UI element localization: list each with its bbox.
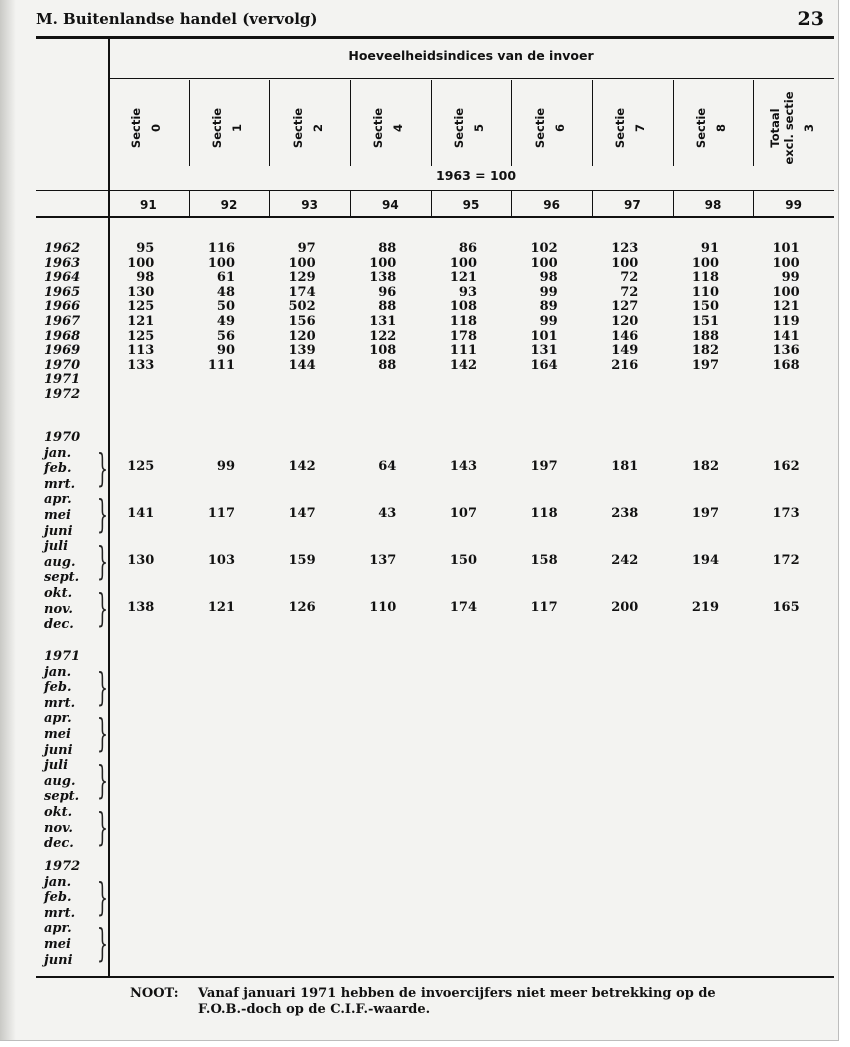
column-divider-lower [592, 191, 593, 216]
month-label: mei [44, 727, 71, 742]
table-cell: 142 [449, 357, 477, 373]
column-header-line: Sectie [371, 107, 386, 149]
month-label: nov. [44, 820, 73, 836]
table-cell: 182 [691, 343, 719, 359]
block-year-1972: 1972 [44, 859, 81, 874]
table-cell: 95 [136, 241, 155, 256]
title-rule [108, 78, 834, 79]
quarter-brace: } [97, 711, 108, 756]
table-cell: 98 [539, 270, 558, 286]
quarter-brace: } [97, 492, 108, 537]
month-label: juni [44, 952, 73, 968]
table-cell: 174 [288, 284, 316, 300]
table-cell: 219 [691, 599, 719, 615]
table-cell: 502 [288, 299, 316, 315]
footnote [130, 986, 716, 1018]
column-header-6 [613, 108, 647, 148]
table-cell: 168 [772, 357, 800, 373]
column-divider [189, 80, 190, 166]
quarter-brace: } [97, 921, 108, 966]
month-label: juli [44, 758, 69, 774]
quarter-brace: } [97, 758, 108, 803]
table-cell: 48 [216, 284, 235, 300]
table-cell: 99 [781, 270, 800, 286]
table-cell: 159 [288, 552, 316, 568]
table-cell: 72 [620, 270, 639, 286]
month-label: juli [44, 539, 69, 555]
table-cell: 151 [691, 314, 719, 329]
block-year-1970: 1970 [44, 430, 81, 445]
table-cell: 138 [127, 599, 155, 615]
row-label-1972: 1972 [44, 387, 81, 402]
table-cell: 102 [530, 241, 558, 256]
table-cell: 123 [611, 241, 639, 256]
table-cell: 131 [530, 343, 558, 359]
table-cell: 172 [772, 552, 800, 568]
table-title: Hoeveelheidsindices van de invoer [348, 48, 594, 63]
column-code-97: 97 [623, 198, 641, 212]
table-cell: 120 [611, 314, 639, 329]
month-label: mrt. [44, 695, 76, 711]
table-cell: 242 [611, 552, 639, 568]
row-label-1968: 1968 [44, 328, 81, 344]
quarter-brace: } [97, 586, 108, 630]
table-cell: 126 [288, 599, 316, 615]
table-cell: 125 [127, 328, 155, 344]
month-label: aug. [44, 554, 76, 570]
footnote-line-1: Vanaf januari 1971 hebben de invoercijfers niet meer betrekking op de [198, 986, 716, 1001]
table-cell: 100 [449, 255, 477, 271]
row-label-1967: 1967 [44, 314, 81, 329]
table-cell: 100 [207, 255, 235, 271]
table-cell: 118 [449, 314, 477, 329]
table-cell: 121 [449, 270, 477, 286]
table-cell: 200 [611, 599, 639, 615]
quarter-brace: } [97, 874, 108, 919]
table-cell: 100 [691, 255, 719, 271]
column-header-number: 4 [391, 123, 406, 133]
column-divider [592, 80, 593, 166]
column-header-number: 0 [149, 123, 164, 133]
table-cell: 100 [369, 255, 397, 271]
quarter-brace: } [97, 664, 108, 709]
table-cell: 50 [216, 299, 235, 315]
table-cell: 116 [207, 241, 235, 256]
month-label: mei [44, 508, 71, 523]
column-header-5 [533, 108, 567, 148]
table-cell: 110 [369, 599, 397, 615]
column-divider-lower [511, 191, 512, 216]
table-cell: 72 [620, 284, 639, 300]
table-cell: 173 [772, 506, 800, 521]
table-cell: 91 [700, 241, 719, 256]
month-label: dec. [44, 836, 74, 852]
column-divider [753, 80, 754, 166]
month-label: apr. [44, 711, 72, 727]
table-cell: 103 [207, 552, 235, 568]
column-divider-lower [753, 191, 754, 216]
table-cell: 96 [378, 284, 397, 300]
table-cell: 88 [378, 299, 397, 315]
table-cell: 93 [458, 284, 477, 300]
column-header-line: Sectie [452, 107, 466, 149]
column-header-3 [371, 108, 405, 148]
column-code-93: 93 [301, 198, 319, 212]
table-cell: 121 [127, 314, 155, 329]
table-cell: 120 [288, 328, 316, 344]
table-cell: 99 [216, 459, 235, 475]
month-label: nov. [44, 601, 73, 617]
table-cell: 118 [691, 270, 719, 286]
colnum-rule-bottom [36, 216, 834, 218]
table-cell: 61 [216, 270, 235, 286]
table-cell: 125 [127, 459, 155, 475]
block-year-1971: 1971 [44, 649, 81, 664]
footnote-line-2: F.O.B.-doch op de C.I.F.-waarde. [198, 1002, 431, 1017]
column-header-7 [694, 108, 728, 148]
month-label: mrt. [44, 905, 76, 921]
month-label: sept. [44, 789, 80, 805]
table-cell: 111 [207, 357, 235, 373]
column-header-number: 1 [230, 123, 244, 133]
table-cell: 138 [369, 270, 397, 286]
table-cell: 117 [530, 599, 558, 615]
column-code-91: 91 [139, 198, 157, 212]
column-code-98: 98 [704, 198, 722, 212]
column-header-8 [768, 91, 816, 164]
column-header-number: 6 [552, 123, 567, 133]
column-divider-lower [673, 191, 674, 216]
table-cell: 216 [611, 357, 639, 373]
quarter-brace: } [97, 805, 108, 849]
column-header-4 [452, 108, 486, 148]
column-header-number: 2 [310, 123, 325, 133]
table-cell: 150 [449, 552, 477, 568]
column-header-number: 5 [472, 123, 486, 133]
month-label: juni [44, 742, 73, 758]
column-code-95: 95 [462, 198, 480, 212]
table-cell: 89 [539, 299, 558, 315]
column-header-line: Totaal [767, 108, 782, 148]
quarter-brace: } [97, 539, 108, 584]
table-cell: 90 [216, 343, 235, 359]
row-label-1965: 1965 [44, 284, 81, 300]
column-header-line: Sectie [532, 107, 547, 149]
table-cell: 142 [288, 459, 316, 475]
table-cell: 137 [369, 552, 397, 568]
column-header-line: Sectie [613, 107, 628, 149]
table-cell: 197 [530, 459, 558, 475]
colnum-rule-top [36, 190, 834, 191]
column-header-line: Sectie [129, 107, 144, 149]
table-cell: 181 [611, 459, 639, 475]
column-code-92: 92 [220, 198, 238, 212]
table-cell: 100 [288, 255, 316, 271]
table-cell: 197 [691, 506, 719, 521]
column-divider [269, 80, 270, 166]
table-cell: 164 [530, 357, 558, 373]
table-cell: 147 [288, 506, 316, 521]
table-cell: 150 [691, 299, 719, 315]
table-cell: 133 [127, 357, 155, 373]
month-label: feb. [44, 890, 72, 906]
page-edge-shadow [0, 0, 16, 1040]
header-rule [36, 36, 834, 39]
month-label: dec. [44, 617, 74, 633]
month-label: apr. [44, 921, 72, 937]
column-header-1 [210, 108, 244, 148]
table-cell: 178 [449, 328, 477, 344]
table-cell: 144 [288, 357, 316, 373]
footnote-label: NOOT: [130, 986, 179, 1001]
table-cell: 156 [288, 314, 316, 329]
month-label: mrt. [44, 476, 76, 492]
column-header-line: Sectie [290, 107, 305, 149]
month-label: aug. [44, 773, 76, 789]
quarter-brace: } [97, 445, 108, 490]
month-label: jan. [44, 664, 72, 680]
section-header: M. Buitenlandse handel (vervolg) [36, 10, 318, 28]
column-header-line: excl. sectie [781, 91, 796, 165]
table-cell: 174 [449, 599, 477, 615]
row-label-1966: 1966 [44, 299, 81, 315]
table-cell: 88 [378, 357, 397, 373]
table-cell: 129 [288, 270, 316, 286]
table-cell: 43 [378, 506, 397, 521]
table-cell: 113 [127, 343, 155, 359]
table-cell: 122 [369, 328, 397, 344]
table-cell: 188 [691, 328, 719, 344]
table-cell: 108 [369, 343, 397, 359]
month-label: jan. [44, 445, 72, 461]
table-cell: 127 [611, 299, 639, 315]
table-cell: 146 [611, 328, 639, 344]
table-cell: 141 [772, 328, 800, 344]
table-cell: 162 [772, 459, 800, 475]
table-bottom-rule [36, 976, 834, 978]
column-divider [511, 80, 512, 166]
column-header-number: 7 [633, 123, 648, 133]
column-divider [350, 80, 351, 166]
page-number: 23 [797, 8, 824, 30]
column-divider [431, 80, 432, 166]
column-divider [673, 80, 674, 166]
column-code-96: 96 [543, 198, 561, 212]
row-label-1962: 1962 [44, 241, 81, 256]
table-cell: 143 [449, 459, 477, 475]
table-cell: 99 [539, 314, 558, 329]
table-cell: 130 [127, 552, 155, 568]
table-cell: 118 [530, 506, 558, 521]
table-cell: 119 [772, 314, 800, 329]
row-label-1969: 1969 [44, 343, 81, 359]
table-cell: 100 [127, 255, 155, 271]
table-cell: 125 [127, 299, 155, 315]
table-cell: 194 [691, 552, 719, 568]
base-year-label: 1963 = 100 [436, 168, 517, 183]
table-cell: 107 [449, 506, 477, 521]
table-cell: 139 [288, 343, 316, 359]
row-label-1970: 1970 [44, 357, 81, 373]
month-label: feb. [44, 461, 72, 477]
column-code-99: 99 [785, 198, 803, 212]
table-cell: 197 [691, 357, 719, 373]
month-label: okt. [44, 586, 73, 601]
table-cell: 130 [127, 284, 155, 300]
table-cell: 182 [691, 459, 719, 475]
month-label: sept. [44, 570, 80, 586]
table-cell: 110 [691, 284, 719, 300]
column-header-number: 8 [714, 123, 728, 133]
table-cell: 121 [772, 299, 800, 315]
column-header-line: Sectie [694, 107, 708, 149]
table-cell: 158 [530, 552, 558, 568]
column-header-number: 3 [801, 124, 816, 133]
table-cell: 165 [772, 599, 800, 615]
table-cell: 56 [216, 328, 235, 344]
month-label: juni [44, 523, 73, 539]
table-cell: 101 [772, 241, 800, 256]
table-cell: 101 [530, 328, 558, 344]
column-header-0 [129, 108, 163, 148]
month-label: jan. [44, 874, 72, 890]
table-cell: 100 [772, 284, 800, 300]
column-divider-lower [350, 191, 351, 216]
month-label: mei [44, 937, 71, 952]
table-cell: 141 [127, 506, 155, 521]
table-cell: 88 [378, 241, 397, 256]
table-cell: 108 [449, 299, 477, 315]
row-label-1964: 1964 [44, 270, 81, 286]
table-cell: 238 [611, 506, 639, 521]
month-label: apr. [44, 492, 72, 508]
column-divider-lower [431, 191, 432, 216]
table-cell: 111 [449, 343, 477, 359]
table-cell: 100 [611, 255, 639, 271]
month-label: okt. [44, 805, 73, 820]
table-cell: 149 [611, 343, 639, 359]
column-divider-lower [269, 191, 270, 216]
table-cell: 99 [539, 284, 558, 300]
table-cell: 97 [297, 241, 316, 256]
table-cell: 49 [216, 314, 235, 329]
table-cell: 117 [207, 506, 235, 521]
column-header-line: Sectie [210, 107, 224, 149]
table-cell: 64 [378, 459, 397, 475]
table-cell: 136 [772, 343, 800, 359]
column-code-94: 94 [381, 198, 399, 212]
column-header-2 [291, 108, 325, 148]
table-cell: 100 [530, 255, 558, 271]
row-label-1963: 1963 [44, 255, 81, 271]
table-cell: 100 [772, 255, 800, 271]
month-label: feb. [44, 680, 72, 696]
column-divider-lower [189, 191, 190, 216]
table-cell: 98 [136, 270, 155, 286]
table-cell: 121 [207, 599, 235, 615]
table-cell: 131 [369, 314, 397, 329]
table-cell: 86 [458, 241, 477, 256]
row-label-1971: 1971 [44, 372, 81, 388]
